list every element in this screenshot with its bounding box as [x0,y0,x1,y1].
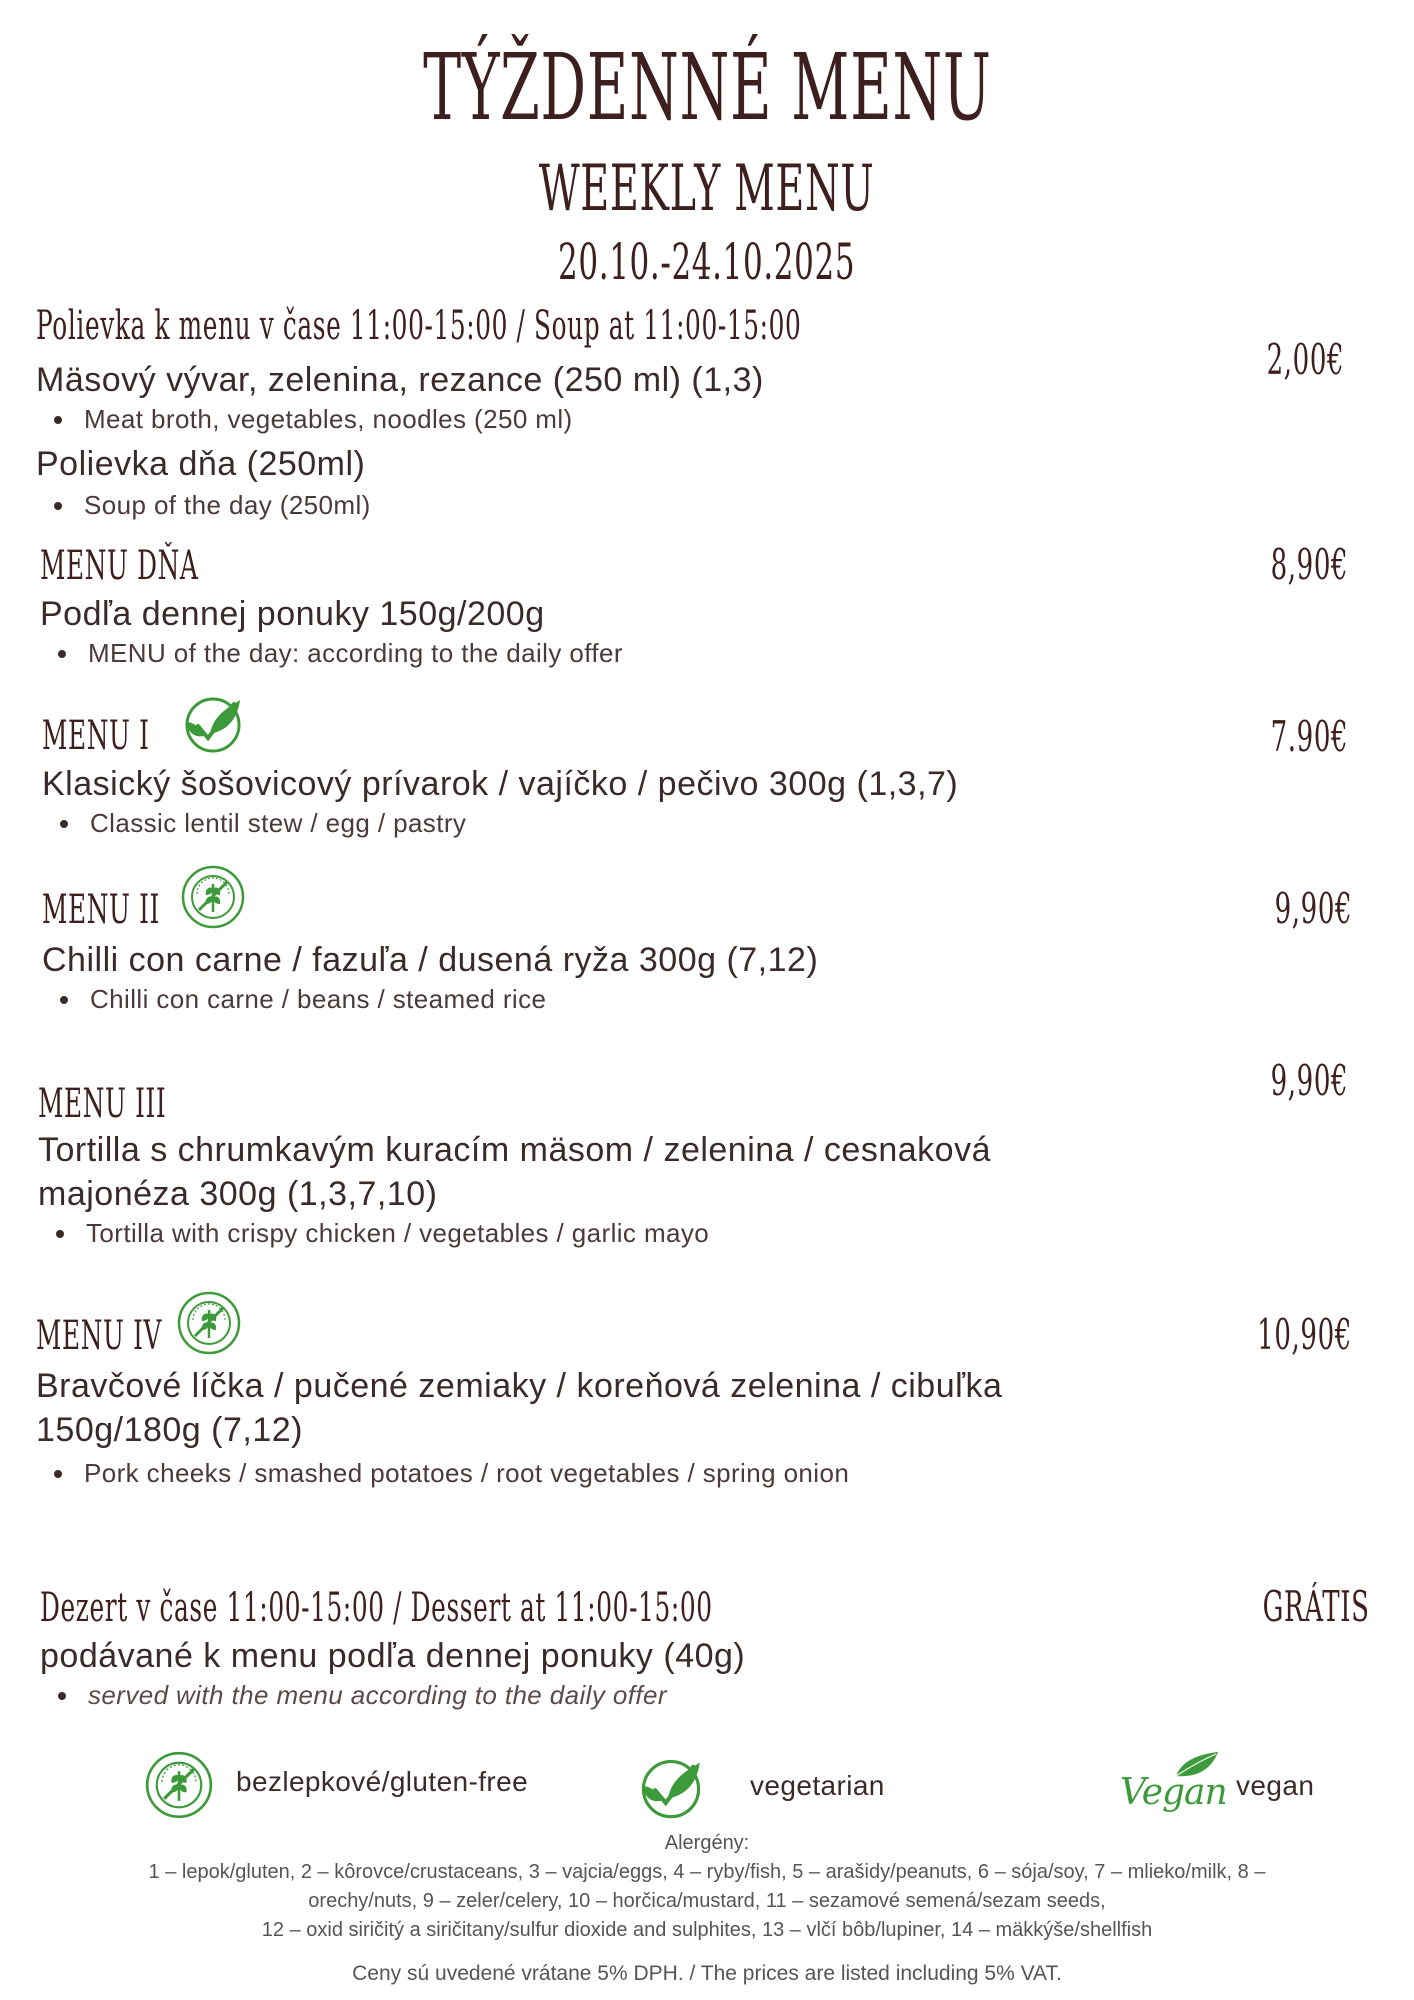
soup-item-translation: Meat broth, vegetables, noodles (250 ml) [36,402,1136,436]
allergens-list [50,1858,1364,1945]
menu-3-price: 9,90€ [1270,1056,1348,1105]
vegan-logo: Vegan [1116,1750,1226,1820]
legend-vegan: vegan [1236,1770,1315,1801]
date-range: 20.10.-24.10.2025 [558,233,856,291]
menu-1-translation: Classic lentil stew / egg / pastry [42,806,1192,840]
menu-day-translation: MENU of the day: according to the daily offer [40,636,1140,670]
soup-heading: Polievka k menu v čase 11:00-15:00 / Soup at 11:00-15:00 [36,303,802,349]
allergens-line: 1 – lepok/gluten, 2 – kôrovce/crustaceans, 3 – vajcia/eggs, 4 – ryby/fish, 5 – arašidy/peanuts, 6 – sója/soy, 7 – mlieko/milk, 8 – [148,1861,1266,1883]
menu-3-name: Tortilla s chrumkavým kuracím mäsom / zelenina / cesnaková [38,1131,991,1169]
gluten-free-icon [180,864,246,930]
menu-1-heading: MENU I [42,713,150,759]
menu-4-name-cont: 150g/180g (7,12) [36,1411,303,1449]
soup-item-name: Mäsový vývar, zelenina, rezance (250 ml) (1,3) [36,361,764,399]
gluten-free-icon [144,1750,214,1820]
vegetarian-icon [636,1752,706,1822]
dessert-body [40,1634,1240,1712]
menu-4-body [36,1364,1236,1490]
soup-price: 2,00€ [1266,335,1344,384]
menu-1-body [42,762,1192,840]
menu-day-price: 8,90€ [1270,540,1348,589]
menu-4-name: Bravčové líčka / pučené zemiaky / koreňová zelenina / cibuľka [36,1367,1003,1405]
menu-3-name-cont: majonéza 300g (1,3,7,10) [38,1175,438,1213]
menu-2-heading: MENU II [42,887,160,933]
legend-gluten-free: bezlepkové/gluten-free [236,1766,529,1797]
menu-1-name: Klasický šošovicový prívarok / vajíčko / pečivo 300g (1,3,7) [42,765,959,803]
soup-item-name: Polievka dňa (250ml) [36,445,366,483]
menu-2-name: Chilli con carne / fazuľa / dusená ryža 300g (7,12) [42,941,819,979]
menu-4-price: 10,90€ [1257,1310,1352,1359]
dessert-name: podávané k menu podľa dennej ponuky (40g) [40,1637,746,1675]
dessert-heading: Dezert v čase 11:00-15:00 / Dessert at 11:00-15:00 [40,1585,713,1631]
menu-day-name: Podľa dennej ponuky 150g/200g [40,595,545,633]
allergens-title: Alergény: [664,1832,750,1854]
dessert-price: GRÁTIS [1262,1582,1370,1631]
menu-2-translation: Chilli con carne / beans / steamed rice [42,982,1192,1016]
legend-vegetarian: vegetarian [750,1770,885,1801]
menu-2-price: 9,90€ [1274,884,1352,933]
menu-4-heading: MENU IV [36,1313,163,1359]
page-title: TÝŽDENNÉ MENU [422,34,992,141]
page-subtitle: WEEKLY MENU [539,152,875,226]
allergens-line: 12 – oxid siričitý a siričitany/sulfur dioxide and sulphites, 13 – vlčí bôb/lupiner, 14 – mäkkýše/shellfish [261,1919,1153,1941]
soup-item-translation: Soup of the day (250ml) [36,488,1136,522]
vat-note: Ceny sú uvedené vrátane 5% DPH. / The prices are listed including 5% VAT. [352,1962,1062,1985]
gluten-free-icon [176,1290,242,1356]
menu-3-translation: Tortilla with crispy chicken / vegetables / garlic mayo [38,1216,1238,1250]
menu-day-heading: MENU DŇA [40,543,199,589]
dessert-translation: served with the menu according to the daily offer [40,1678,1240,1712]
menu-3-body [38,1128,1238,1250]
allergens-line: orechy/nuts, 9 – zeler/celery, 10 – horčica/mustard, 11 – sezamové semená/sezam seeds, [308,1890,1106,1912]
soup-items [36,358,1136,522]
vegetarian-icon [180,690,246,756]
menu-day-body [40,592,1140,670]
menu-3-heading: MENU III [38,1081,167,1127]
menu-1-price: 7.90€ [1270,712,1348,761]
menu-4-translation: Pork cheeks / smashed potatoes / root vegetables / spring onion [36,1456,1236,1490]
menu-2-body [42,938,1192,1016]
